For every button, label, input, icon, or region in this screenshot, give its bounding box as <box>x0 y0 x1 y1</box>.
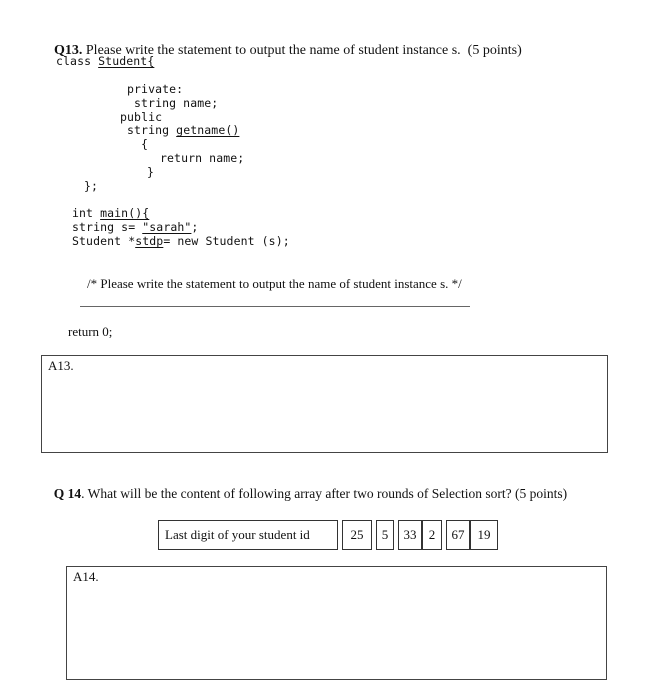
table-cell-value: 33 <box>398 520 422 550</box>
table-cell-value: 19 <box>470 520 498 550</box>
answer-line <box>80 306 470 307</box>
student-ptr-prefix: Student * <box>72 234 136 248</box>
getname-function: getname() <box>176 123 240 137</box>
a14-label: A14. <box>73 569 99 584</box>
q14-text: . What will be the content of following array after two rounds of Selection sort? (5 points) <box>81 486 568 501</box>
q13-number: Q13. <box>54 43 83 58</box>
code-line-student-ptr <box>72 234 290 248</box>
a14-answer-box[interactable] <box>66 566 607 680</box>
table-header-cell: Last digit of your student id <box>158 520 338 550</box>
a13-label: A13. <box>48 358 74 373</box>
code-line-string-s <box>72 220 198 234</box>
string-s-value: "sarah" <box>142 220 192 234</box>
table-cell-value: 5 <box>376 520 394 550</box>
string-keyword: string <box>127 123 177 137</box>
code-line-string-name: string name; <box>134 96 219 110</box>
q13-text: Please write the statement to output the name of student instance s. (5 points) <box>82 43 522 58</box>
class-name: Student{ <box>98 54 155 68</box>
code-line-getname <box>127 123 239 137</box>
table-cell-value: 67 <box>446 520 470 550</box>
table-cell-value: 2 <box>422 520 442 550</box>
instruction-comment: /* Please write the statement to output the name of student instance s. */ <box>87 276 462 291</box>
stdp-variable: stdp <box>135 234 164 248</box>
code-line-return-name: return name; <box>160 151 245 165</box>
int-keyword: int <box>72 206 101 220</box>
code-line-class-end: }; <box>84 179 99 193</box>
code-line-close-brace: } <box>147 165 155 179</box>
q14-heading <box>47 470 567 502</box>
student-ptr-suffix: = new Student (s); <box>163 234 290 248</box>
class-keyword: class <box>56 54 99 68</box>
table-cell-value: 25 <box>342 520 372 550</box>
table-row <box>158 520 498 550</box>
string-s-end: ; <box>191 220 199 234</box>
string-s-prefix: string s= <box>72 220 143 234</box>
a13-answer-box[interactable] <box>41 355 608 453</box>
code-line-public: public <box>120 110 163 124</box>
code-line-main <box>72 206 149 220</box>
main-function: main(){ <box>100 206 150 220</box>
q14-number: Q 14 <box>53 486 82 501</box>
code-line-private: private: <box>127 82 184 96</box>
student-id-digits-table <box>158 520 498 550</box>
code-line-open-brace: { <box>141 137 149 151</box>
code-line-class <box>56 54 154 68</box>
return-statement: return 0; <box>68 324 113 339</box>
